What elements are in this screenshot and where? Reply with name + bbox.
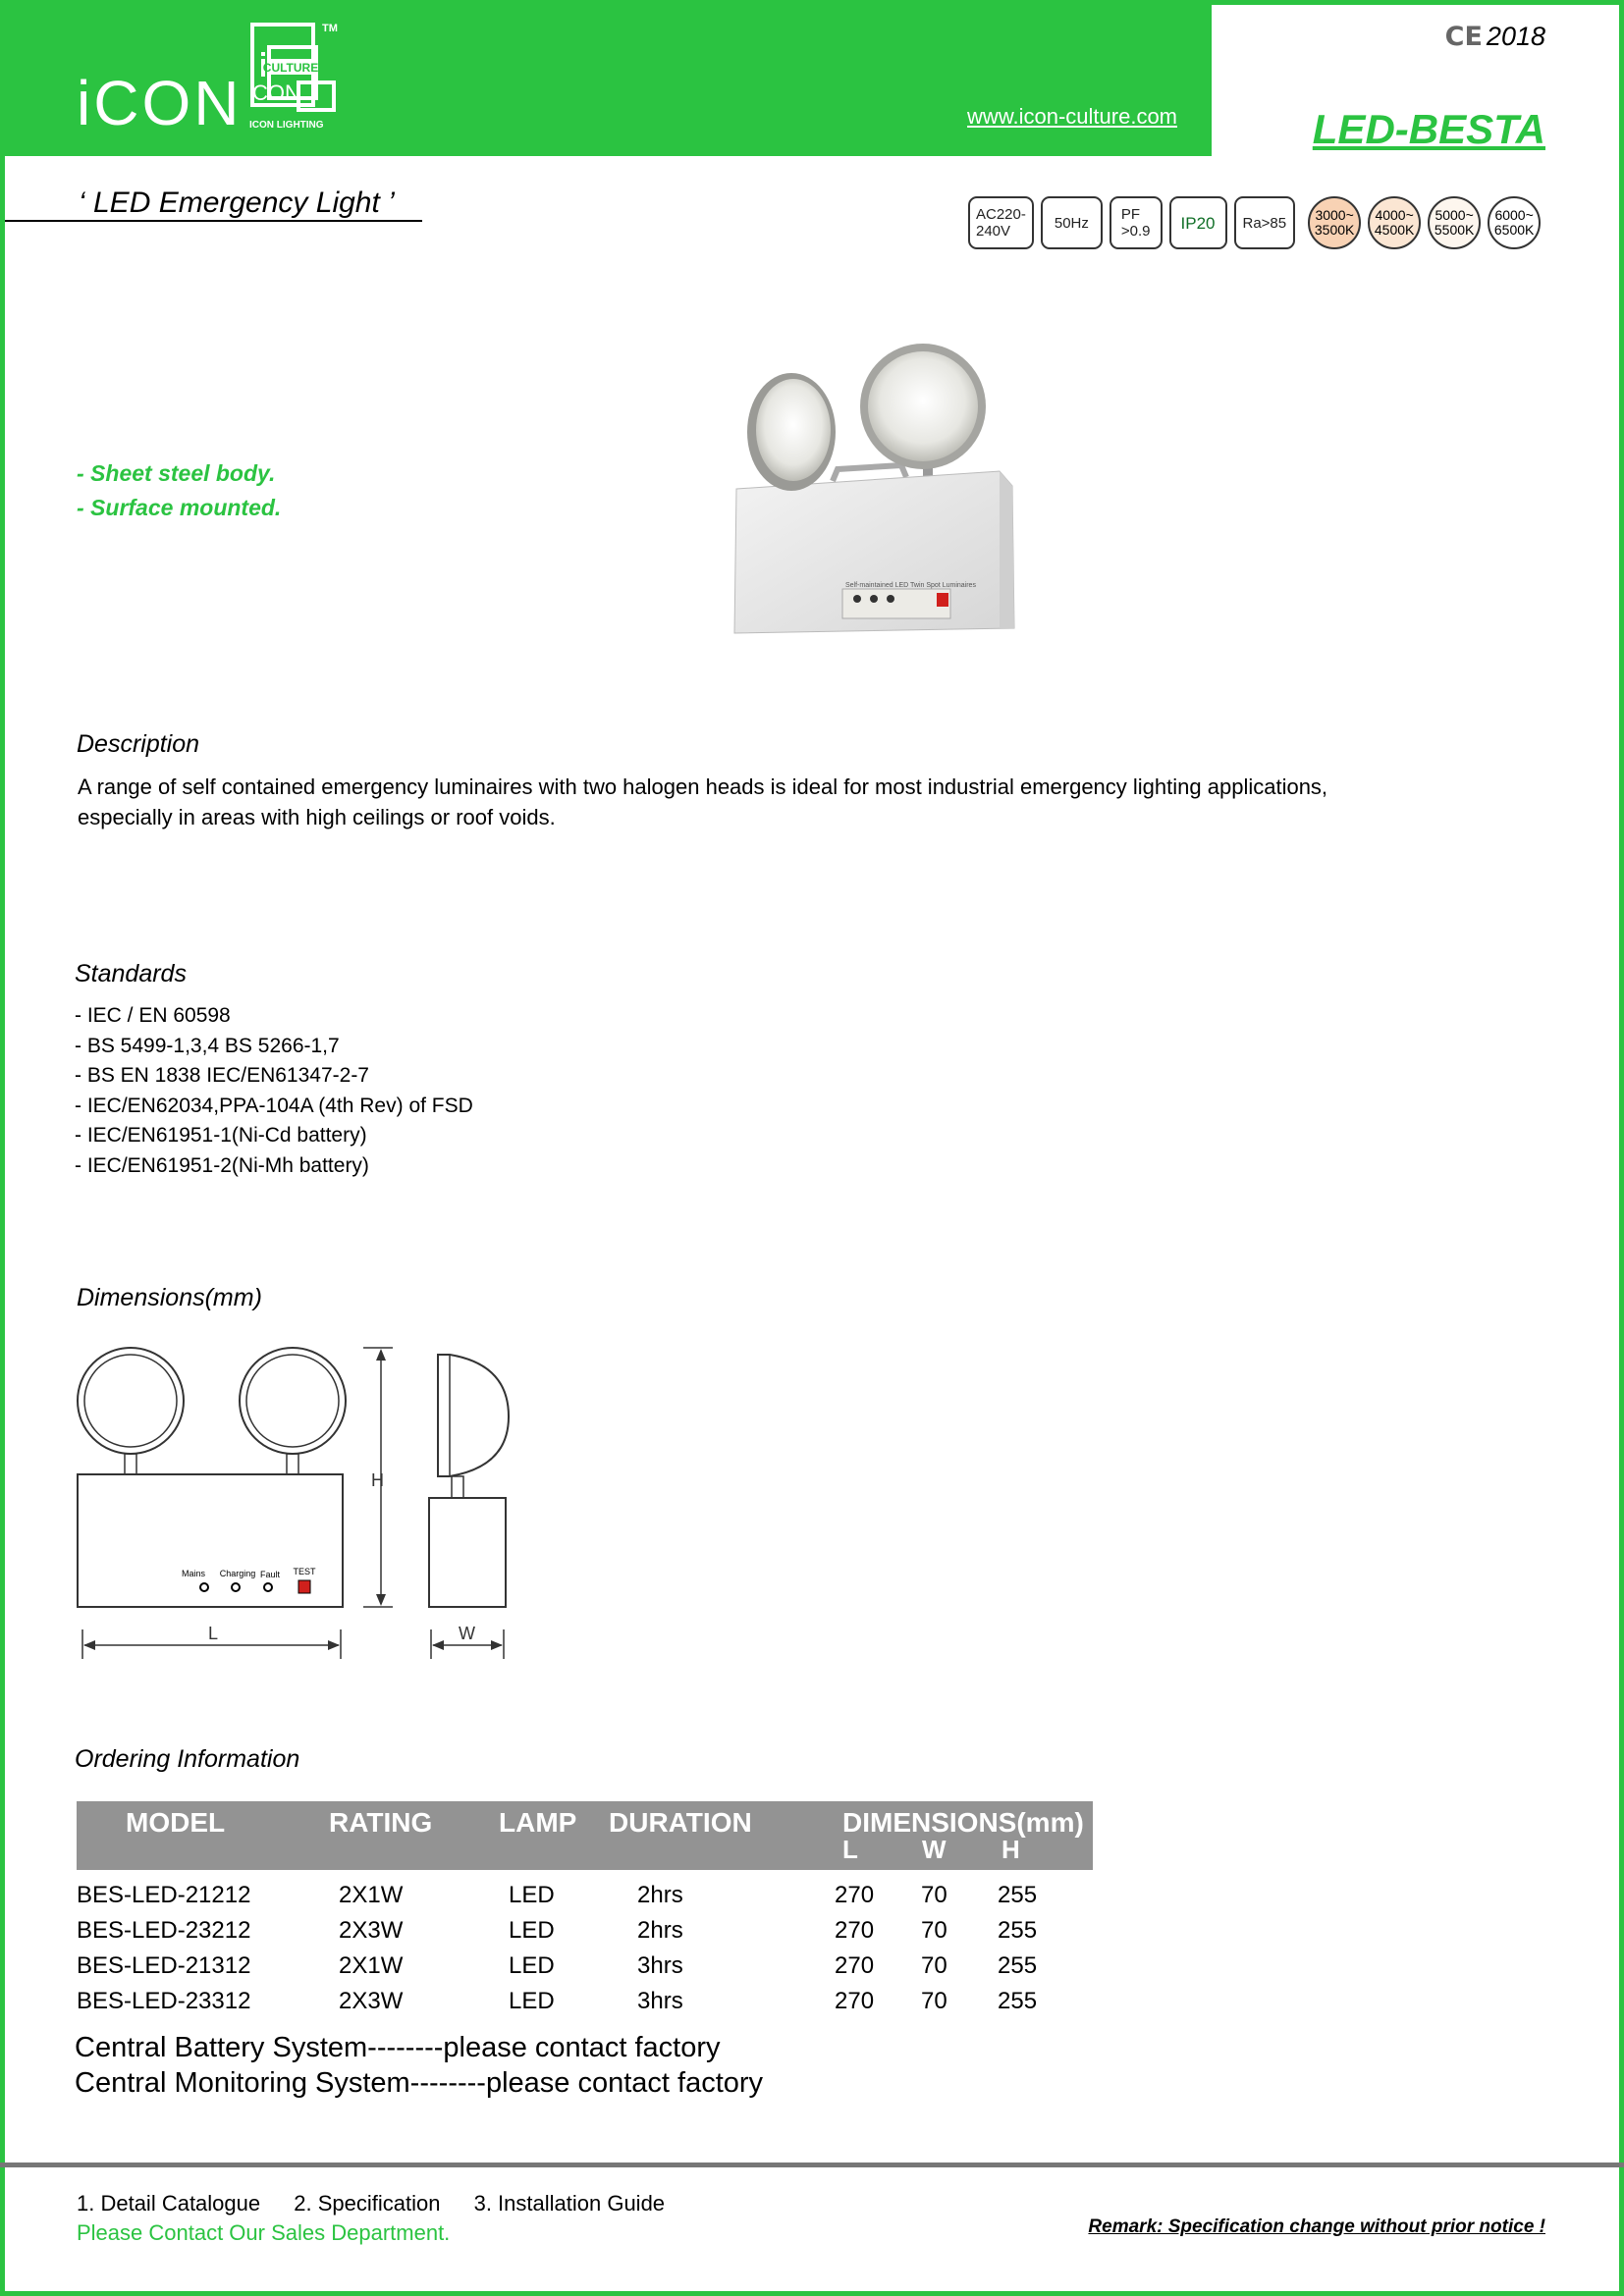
footer-links (77, 2191, 692, 2216)
model-title: LED-BESTA (1312, 106, 1545, 152)
cct-badge-4000k: 4000~ 4500K (1368, 196, 1421, 249)
list-item: - BS EN 1838 IEC/EN61347-2-7 (75, 1064, 369, 1087)
ce-mark-icon: CE (1444, 22, 1483, 52)
feature-item: - Surface mounted. (77, 495, 282, 520)
spec-badge-cri: Ra>85 (1234, 196, 1296, 249)
col-header-rating: RATING (329, 1807, 433, 1838)
svg-text:ICON LIGHTING: ICON LIGHTING (249, 120, 324, 131)
col-header-h: H (1001, 1835, 1020, 1864)
feature-list (77, 456, 281, 525)
ordering-table (77, 1801, 1093, 2019)
svg-text:H: H (371, 1470, 384, 1490)
col-header-l: L (842, 1835, 858, 1864)
svg-text:TEST: TEST (293, 1567, 316, 1576)
spec-badge-power-factor: PF >0.9 (1110, 196, 1163, 249)
svg-text:Mains: Mains (181, 1569, 206, 1578)
table-row: BES-LED-21312 2X1W LED 3hrs 270 70 255 (77, 1952, 1038, 1979)
table-row: BES-LED-23312 2X3W LED 3hrs 270 70 255 (77, 1988, 1038, 2014)
col-header-model: MODEL (126, 1807, 226, 1838)
footer-divider (0, 2163, 1624, 2167)
central-battery-line: Central Battery System--------please contact factory (75, 2032, 721, 2063)
svg-text:Self-maintained LED Twin Spot: Self-maintained LED Twin Spot Luminaires (845, 582, 976, 589)
central-monitoring-line: Central Monitoring System--------please contact factory (75, 2067, 764, 2099)
svg-text:Charging: Charging (219, 1569, 256, 1578)
list-item: - IEC/EN61951-1(Ni-Cd battery) (75, 1124, 367, 1147)
svg-text:Fault: Fault (259, 1570, 281, 1579)
year: 2018 (1486, 22, 1545, 51)
list-item: - IEC/EN62034,PPA-104A (4th Rev) of FSD (75, 1094, 473, 1117)
table-body (77, 1878, 1093, 2019)
ordering-heading: Ordering Information (75, 1745, 300, 1773)
cct-badge-3000k: 3000~ 3500K (1308, 196, 1361, 249)
footer-link-installation[interactable]: 3. Installation Guide (473, 2191, 666, 2216)
col-header-lamp: LAMP (499, 1807, 577, 1838)
remark-note: Remark: Specification change without prior notice ! (1088, 2216, 1545, 2237)
table-row: BES-LED-23212 2X3W LED 2hrs 270 70 255 (77, 1917, 1038, 1944)
subtitle-underline (5, 220, 422, 222)
col-header-dimensions: DIMENSIONS(mm) (842, 1807, 1084, 1838)
cct-badge-5000k: 5000~ 5500K (1428, 196, 1481, 249)
website-link[interactable]: www.icon-culture.com (967, 104, 1177, 129)
footer-link-specification[interactable]: 2. Specification (294, 2191, 441, 2216)
list-item: - IEC / EN 60598 (75, 1004, 231, 1027)
table-header (77, 1801, 1093, 1870)
dimension-drawing (71, 1345, 522, 1674)
icon-culture-logo (247, 22, 346, 136)
product-photo (705, 334, 1019, 663)
table-row: BES-LED-21212 2X1W LED 2hrs 270 70 255 (77, 1882, 1038, 1908)
footer-link-catalogue[interactable]: 1. Detail Catalogue (77, 2191, 261, 2216)
svg-text:W: W (459, 1624, 475, 1643)
cct-badge-6000k: 6000~ 6500K (1488, 196, 1541, 249)
ce-year-label (1445, 22, 1545, 52)
list-item: - IEC/EN61951-2(Ni-Mh battery) (75, 1153, 369, 1177)
top-border (1212, 0, 1624, 5)
standards-heading: Standards (75, 960, 187, 988)
description-heading: Description (77, 730, 200, 758)
spec-badge-frequency: 50Hz (1041, 196, 1103, 249)
list-item: - BS 5499-1,3,4 BS 5266-1,7 (75, 1034, 340, 1057)
standards-list (75, 1001, 473, 1181)
dimensions-heading: Dimensions(mm) (77, 1284, 262, 1311)
contact-note: Please Contact Our Sales Department. (77, 2220, 451, 2245)
svg-text:L: L (208, 1624, 219, 1643)
svg-text:TM: TM (322, 23, 338, 34)
product-subtitle: ‘ LED Emergency Light ’ (79, 187, 395, 219)
spec-badge-ip-rating: IP20 (1169, 196, 1227, 249)
central-systems-note (75, 2030, 763, 2101)
svg-text:CULTURE: CULTURE (262, 61, 319, 75)
feature-item: - Sheet steel body. (77, 460, 276, 486)
spec-badges (968, 196, 1541, 249)
svg-text:CON: CON (252, 80, 300, 105)
col-header-duration: DURATION (609, 1807, 752, 1838)
description-text: A range of self contained emergency luminaires with two halogen heads is ideal for most industrial emergency lighting applications, especially in areas with high ceilings or roof voids. (78, 774, 1328, 829)
spec-badge-voltage: AC220- 240V (968, 196, 1034, 249)
col-header-w: W (922, 1835, 947, 1864)
brand-logo-text: iCON (77, 68, 243, 138)
